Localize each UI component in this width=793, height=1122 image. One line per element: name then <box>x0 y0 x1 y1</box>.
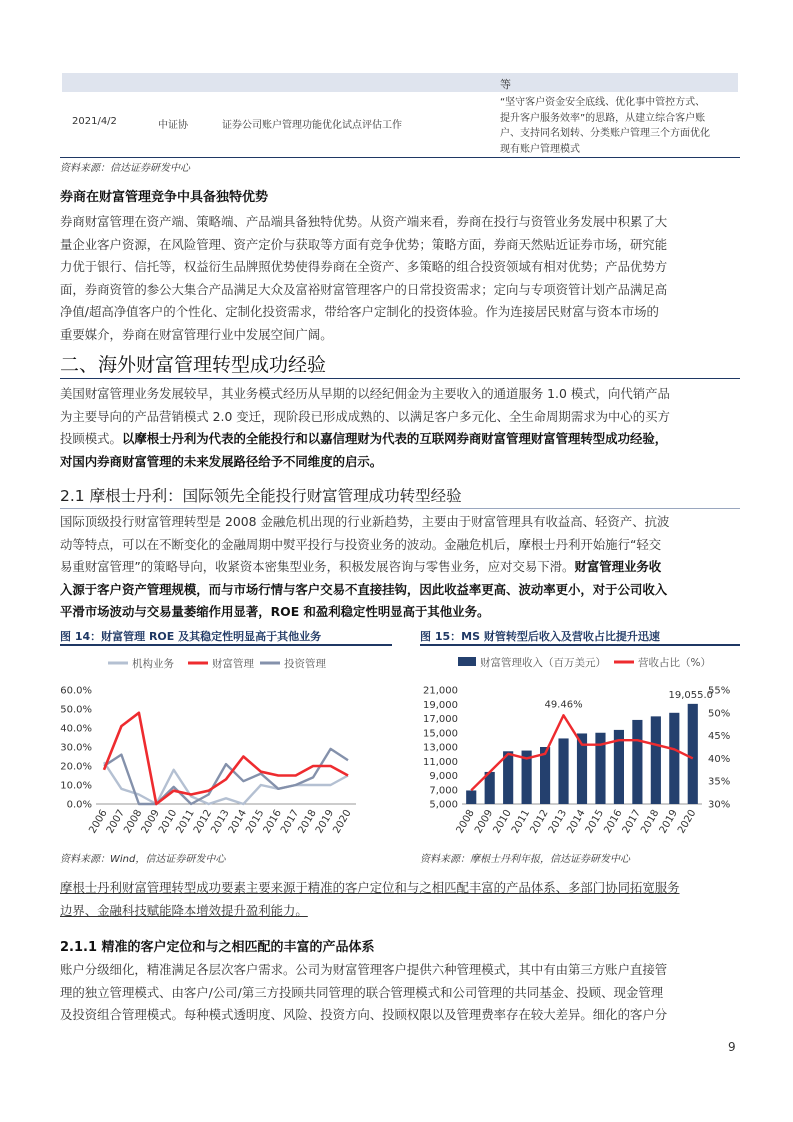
section-rule <box>60 378 740 379</box>
fig15-x-tick: 2014 <box>565 808 588 836</box>
table-bottom-rule <box>60 157 740 158</box>
fig15-x-tick: 2017 <box>620 808 643 836</box>
fig15-x-tick: 2018 <box>639 808 662 836</box>
row-date: 2021/4/2 <box>72 116 117 127</box>
fig15-y-tick-left: 11,000 <box>423 756 458 768</box>
fig15-label-last-income: 19,055.0 <box>668 689 714 701</box>
table-header-row <box>62 73 738 92</box>
fig14-x-tick: 2009 <box>139 808 162 836</box>
fig15-y-tick-left: 15,000 <box>423 728 458 740</box>
subsection-title-ms: 2.1 摩根士丹利：国际领先全能投行财富管理成功转型经验 <box>60 487 462 505</box>
fig15-x-tick: 2009 <box>473 808 496 836</box>
fig14-x-tick: 2018 <box>296 808 319 836</box>
fig15-x-tick: 2016 <box>602 808 625 836</box>
table-row <box>62 92 738 156</box>
paragraph-ms: 国际顶级投行财富管理转型是 2008 金融危机出现的行业新趋势，主要由于财富管理具有收益高、轻资产、抗波 动等特点，可以在不断变化的金融周期中熨平投行与投资业务的波动。金融危机后，摩根士丹利开始施行“轻交 易重财富管理”的策略导向，收紧资本密集型业务，积极发展咨询与零售业务，应对交易下滑。财富管理业务收 入源于客户资产管理规模，而与市场行情与客户交易不直接挂钩，因此收益率更高、波动率更小，对于公司收入 平滑市场波动与交易量萎缩作用显著，ROE 和盈利稳定性明显高于其他业务。 <box>60 514 670 619</box>
legend-label-caifu: 财富管理 <box>212 658 254 670</box>
subsubsection-title: 2.1.1 精准的客户定位和与之相匹配的丰富的产品体系 <box>60 940 375 955</box>
fig14-x-tick: 2010 <box>157 808 180 836</box>
fig15-x-tick: 2012 <box>528 808 551 836</box>
row-detail: “坚守客户资金安全底线、优化事中管控方式、 提升客户服务效率”的思路，从建立综合客户账 户、支持同名划转、分类账户管理三个方面优化 现有账户管理模式 <box>500 97 710 155</box>
legend-swatch-income <box>458 657 476 666</box>
fig15-x-tick: 2013 <box>546 808 570 836</box>
fig14-x-tick: 2017 <box>279 808 302 836</box>
legend-label-jigou: 机构业务 <box>132 658 174 670</box>
fig15-y-tick-right: 35% <box>708 776 731 788</box>
legend-label-ratio: 营收占比（%） <box>638 657 711 669</box>
fig15-y-tick-left: 17,000 <box>423 714 458 725</box>
fig15-x-tick: 2008 <box>454 808 477 836</box>
fig14-x-tick: 2016 <box>261 808 284 836</box>
fig15-bar <box>669 713 679 804</box>
legend-label-income: 财富管理收入（百万美元） <box>480 657 606 669</box>
fig14-source: 资料来源：Wind，信达证券研发中心 <box>60 854 226 865</box>
fig14-x-tick: 2008 <box>122 808 145 836</box>
fig15-x-tick: 2010 <box>491 808 514 836</box>
fig14-x-tick: 2012 <box>191 808 215 836</box>
fig15-x-tick: 2015 <box>583 808 607 836</box>
source-note-top: 资料来源：信达证券研发中心 <box>60 163 190 174</box>
fig15-y-tick-right: 50% <box>708 708 731 720</box>
fig14-x-tick: 2020 <box>331 808 354 836</box>
fig15-x-tick: 2011 <box>509 808 533 836</box>
fig14-y-tick: 60.0% <box>60 685 92 697</box>
fig14-x-tick: 2015 <box>244 808 267 836</box>
fig15-y-tick-right: 30% <box>708 799 731 811</box>
fig15-y-tick-right: 40% <box>708 753 731 765</box>
fig14-y-tick: 10.0% <box>60 780 92 792</box>
fig14-x-tick: 2006 <box>87 808 110 836</box>
fig15-bar <box>466 790 476 804</box>
fig15-x-tick: 2020 <box>676 808 699 836</box>
subsection-rule <box>60 508 740 509</box>
fig14-y-tick: 0.0% <box>66 799 92 811</box>
fig15-y-tick-right: 55% <box>708 685 731 697</box>
legend-label-touzi: 投资管理 <box>284 658 326 670</box>
fig15-source: 资料来源：摩根士丹利年报，信达证券研发中心 <box>420 854 630 865</box>
fig14-x-tick: 2011 <box>174 808 197 836</box>
fig14-series-caifu <box>104 713 348 804</box>
fig14-x-tick: 2014 <box>226 808 250 836</box>
fig14-series-jigou <box>104 762 348 804</box>
fig15-bar <box>651 716 661 804</box>
fig15-legend <box>458 656 711 669</box>
fig14-chart <box>60 648 394 848</box>
section-heading-advantage: 券商在财富管理竞争中具备独特优势 <box>60 190 269 205</box>
fig15-label-max-ratio: 49.46% <box>544 699 583 711</box>
fig15-bar <box>632 720 642 804</box>
fig15-y-tick-left: 19,000 <box>423 699 458 711</box>
page-number: 9 <box>728 1040 736 1054</box>
fig15-bar <box>688 704 698 804</box>
fig15-y-tick-left: 7,000 <box>429 785 458 797</box>
fig15-x-tick: 2019 <box>657 808 680 836</box>
table-head-cell: 等 <box>500 78 511 91</box>
row-title: 证券公司账户管理功能优化试点评估工作 <box>222 120 402 131</box>
fig14-y-tick: 40.0% <box>60 723 92 735</box>
fig15-y-tick-right: 45% <box>708 731 731 743</box>
row-org: 中证协 <box>158 120 188 131</box>
fig15-bar <box>558 738 568 804</box>
fig15-title: 图 15：MS 财管转型后收入及营收占比提升迅速 <box>420 630 660 643</box>
fig14-rule <box>60 644 392 646</box>
fig15-rule <box>420 644 740 646</box>
paragraph-overseas: 美国财富管理业务发展较早，其业务模式经历从早期的以经纪佣金为主要收入的通道服务 1.0 模式，向代销产品 为主要导向的产品营销模式 2.0 变迁，现阶段已形成成熟的、以满足客户多元化、全生命周期需求为中心的买方 投顾模式。以摩根士丹利为代表的全能投行和以嘉信理财为代表的互联网券商财富管理财富管理转型成功经验， 对国内券商财富管理的未来发展路径给予不同维度的启示。 <box>60 386 670 469</box>
paragraph-client-positioning: 账户分级细化，精准满足各层次客户需求。公司为财富管理客户提供六种管理模式，其中有由第三方账户直接管 理的独立管理模式、由客户/公司/第三方投顾共同管理的联合管理模式和公司管理的共同基金、投顾、现金管理 及投资组合管理模式。每种模式透明度、风险、投资方向、投顾权限以及管理费率存在较大差异。细化的客户分 <box>60 962 668 1022</box>
fig14-x-tick: 2013 <box>209 808 232 836</box>
paragraph-ms-success-factors: 摩根士丹利财富管理转型成功要素主要来源于精准的客户定位和与之相匹配丰富的产品体系、多部门协同拓宽服务 边界、金融科技赋能降本增效提升盈利能力。 <box>60 880 680 918</box>
fig14-legend <box>108 657 326 670</box>
fig14-title: 图 14：财富管理 ROE 及其稳定性明显高于其他业务 <box>60 630 322 643</box>
fig14-x-tick: 2019 <box>313 808 337 836</box>
section-title-overseas: 二、海外财富管理转型成功经验 <box>60 354 327 376</box>
fig15-y-tick-left: 13,000 <box>423 742 458 754</box>
fig14-y-tick: 30.0% <box>60 742 92 754</box>
fig14-x-tick: 2007 <box>104 808 128 836</box>
fig15-bar <box>503 751 513 804</box>
fig15-y-tick-left: 5,000 <box>429 799 458 811</box>
paragraph-advantage: 券商财富管理在资产端、策略端、产品端具备独特优势。从资产端来看，券商在投行与资管业务发展中积累了大 量企业客户资源，在风险管理、资产定价与获取等方面有竞争优势；策略方面，券商天然贴近证券市场，研究能 力优于银行、信托等，权益衍生品牌照优势使得券商在全资产、多策略的组合投资领域有相对优势；产品优势方 面，券商资管的参公大集合产品满足大众及富裕财富管理客户的日常投资需求；定向与专项资管计划产品满足高 净值/超高净值客户的个性化、定制化投资需求，带给客户定制化的投资体验。作为连接居民财富与资本市场的 重要媒介，券商在财富管理行业中发展空间广阔。 <box>60 214 668 342</box>
fig14-y-tick: 20.0% <box>60 761 92 773</box>
fig15-chart <box>420 648 742 848</box>
fig15-y-tick-left: 21,000 <box>423 685 458 697</box>
fig15-y-tick-left: 9,000 <box>429 771 458 782</box>
fig14-y-tick: 50.0% <box>60 704 92 716</box>
